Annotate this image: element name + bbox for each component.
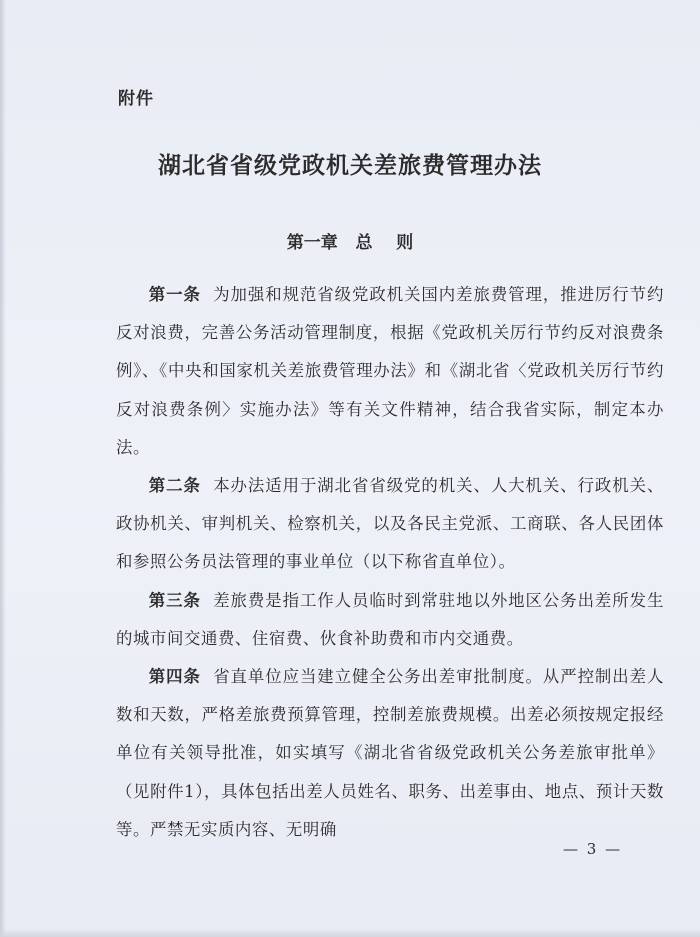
document-title: 湖北省省级党政机关差旅费管理办法 <box>158 152 542 179</box>
article-gap <box>201 476 213 495</box>
page-number: — 3 — <box>563 840 623 858</box>
article-text: 本办法适用于湖北省省级党的机关、人大机关、行政机关、政协机关、审判机关、检察机关，以及各民主党派、工商联、各人民团体和参照公务员法管理的事业单位（以下称省直单位）。 <box>116 476 664 572</box>
article-paragraph <box>116 467 664 582</box>
page-binding-edge <box>0 0 6 937</box>
article-label: 第四条 <box>148 667 201 687</box>
article-text: 差旅费是指工作人员临时到常驻地以外地区公务出差所发生的城市间交通费、住宿费、伙食补助费和市内交通费。 <box>116 590 664 648</box>
article-label: 第一条 <box>148 285 201 304</box>
article-paragraph <box>116 276 664 467</box>
article-label: 第三条 <box>148 590 201 610</box>
article-gap <box>201 591 213 610</box>
article-label: 第二条 <box>148 476 201 496</box>
article-text: 省直单位应当建立健全公务出差审批制度。从严控制出差人数和天数，严格差旅费预算管理，控制差旅费规模。出差必须按规定报经单位有关领导批准，如实填写《湖北省省级党政机关公务差旅审批单》（见附件1），具体包括出差人员姓名、职务、出差事由、地点、预计天数等。严禁无实质内容、无明确 <box>116 667 664 839</box>
article-gap <box>201 285 213 304</box>
chapter-heading: 第一章 总 则 <box>286 233 414 253</box>
article-text: 为加强和规范省级党政机关国内差旅费管理，推进厉行节约反对浪费，完善公务活动管理制度，根据《党政机关厉行节约反对浪费条例》、《中央和国家机关差旅费管理办法》和《湖北省〈党政机关厉行节约反对浪费条例〉实施办法》等有关文件精神，结合我省实际，制定本办法。 <box>116 285 664 457</box>
article-paragraph <box>116 658 664 849</box>
article-paragraph <box>116 582 664 658</box>
article-gap <box>201 667 213 686</box>
page-bottom-edge <box>0 929 700 937</box>
attachment-label: 附件 <box>118 89 154 109</box>
document-body <box>116 276 664 849</box>
